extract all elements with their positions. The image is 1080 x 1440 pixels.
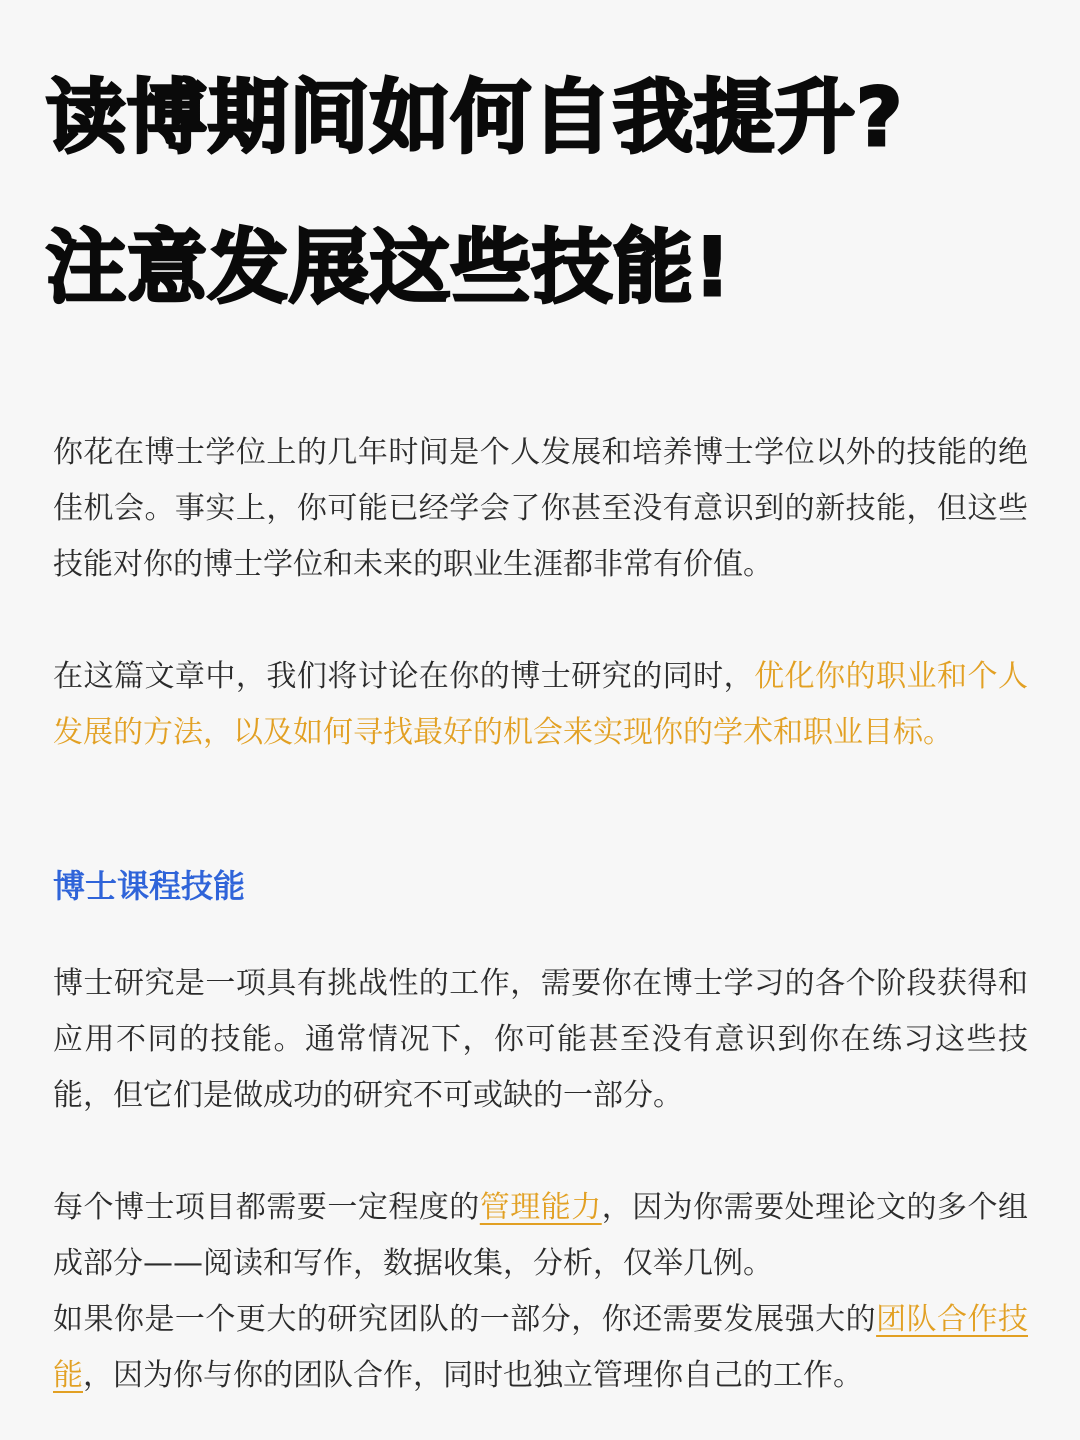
phd-skills-paragraph — [53, 956, 1028, 1124]
intro-paragraph-text: 你花在博士学位上的几年时间是个人发展和培养博士学位以外的技能的绝佳机会。事实上，你可能已经学会了你甚至没有意识到的新技能，但这些技能对你的博士学位和未来的职业生涯都非常有价值。 — [53, 435, 1028, 582]
management-text-part2: ，因为你需要处理论文的多个组成部分——阅读和写作，数据收集，分析，仅举几例。 — [53, 1190, 1029, 1281]
purpose-highlight-text: 优化你的职业和个人发展的方法，以及如何寻找最好的机会来实现你的学术和职业目标。 — [53, 659, 1029, 750]
page-title-line-1: 读博期间如何自我提升? — [46, 71, 904, 164]
management-text-part1: 每个博士项目都需要一定程度的 — [53, 1190, 480, 1225]
teamwork-text-part3: 如果你是一个更大的研究团队的一部分，你还需要发展强大的 — [53, 1302, 877, 1337]
phd-skills-text: 博士研究是一项具有挑战性的工作，需要你在博士学习的各个阶段获得和应用不同的技能。通常情况下，你可能甚至没有意识到你在练习这些技能，但它们是做成功的研究不可或缺的一部分。 — [53, 966, 1028, 1113]
purpose-text: 在这篇文章中，我们将讨论在你的博士研究的同时， — [53, 659, 755, 694]
intro-paragraph — [53, 425, 1028, 593]
section-heading-phd-skills: 博士课程技能 — [53, 867, 246, 905]
management-teamwork-paragraph — [53, 1180, 1028, 1404]
teamwork-skills-link[interactable]: 团队合作技能 — [53, 1302, 1029, 1393]
management-skills-link[interactable]: 管理能力 — [479, 1190, 602, 1225]
teamwork-text-part4: ，因为你与你的团队合作，同时也独立管理你自己的工作。 — [83, 1358, 863, 1393]
article-purpose-paragraph — [53, 649, 1028, 761]
page-title-line-2: 注意发展这些技能! — [46, 221, 732, 314]
